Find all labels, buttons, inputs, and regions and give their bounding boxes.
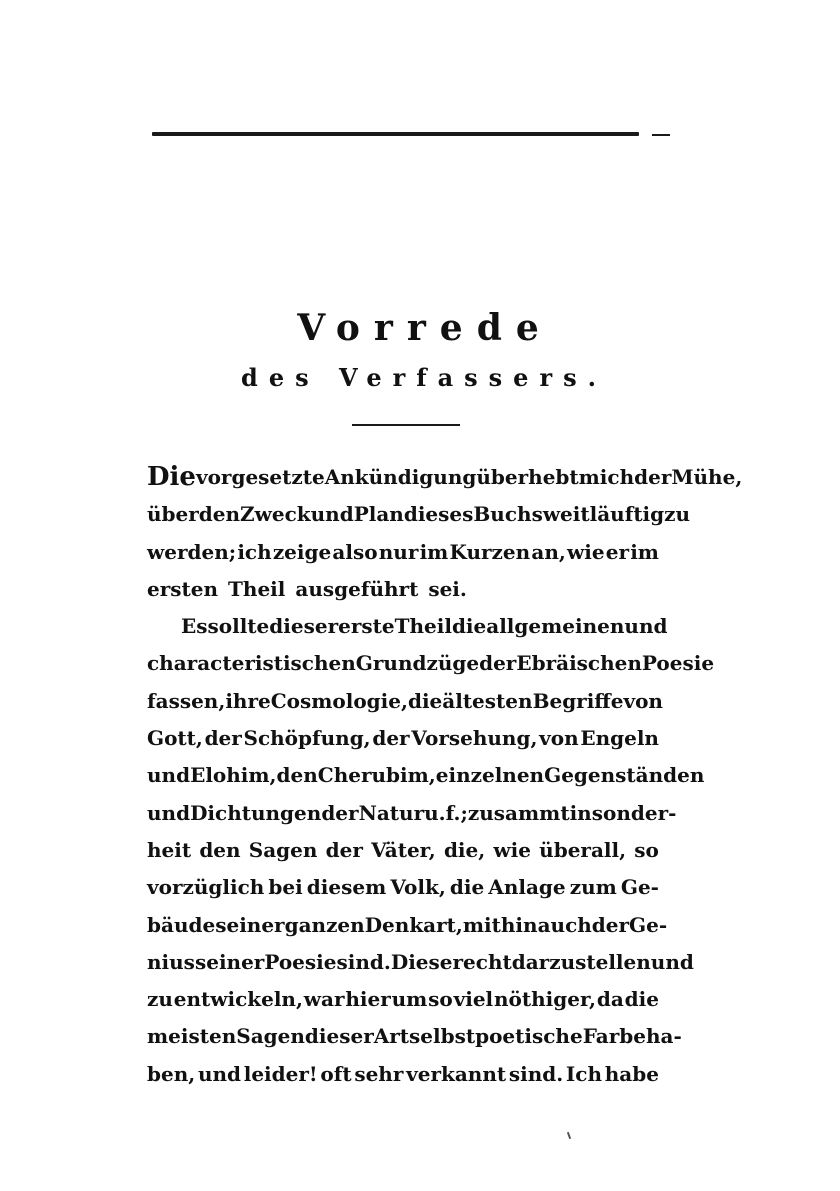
word: und: [310, 502, 354, 527]
word: fassen,: [147, 688, 226, 713]
text-line: [147, 496, 691, 533]
text-line: [147, 795, 677, 832]
word: zu: [664, 502, 691, 527]
body-text: [147, 459, 743, 1093]
word: der: [325, 837, 363, 862]
word: Ankündigung: [324, 465, 477, 489]
text-line: [147, 907, 668, 944]
text-line: [147, 683, 663, 720]
word: sind.: [508, 1061, 564, 1086]
word: sei.: [428, 576, 467, 601]
word: mich: [578, 465, 635, 489]
top-rule: [152, 132, 639, 136]
word: der: [372, 726, 410, 751]
word: selbst: [409, 1024, 476, 1049]
word: dieser: [304, 1024, 374, 1049]
word: ich: [237, 539, 272, 564]
word: viel: [453, 987, 494, 1012]
text-line: [147, 832, 659, 869]
word: Cherubim,: [317, 763, 436, 788]
word: über: [147, 502, 199, 527]
word: oft: [320, 1061, 352, 1086]
word: werden;: [147, 539, 237, 564]
text-line: [147, 1056, 659, 1093]
word: Anlage: [488, 875, 566, 900]
word: er: [605, 539, 630, 564]
word: und: [624, 614, 668, 639]
word: so: [428, 987, 453, 1012]
text-line: [147, 757, 705, 794]
word: zeige: [272, 539, 332, 564]
word: der: [321, 800, 359, 825]
word: Diese: [390, 949, 453, 974]
word: und: [147, 763, 191, 788]
word: characteristischen: [147, 651, 356, 676]
word: ältesten: [442, 688, 533, 713]
word: wie: [567, 539, 605, 564]
word: von: [623, 688, 663, 713]
word: Grundzüge: [355, 651, 480, 676]
word: Engeln: [580, 726, 659, 751]
word: ausgeführt: [295, 576, 419, 601]
word: Mühe,: [671, 465, 743, 489]
text-line: [147, 571, 659, 608]
text-line: [147, 645, 715, 682]
word: ben,: [147, 1061, 196, 1086]
word: recht: [452, 949, 512, 974]
word: nöthiger,: [493, 987, 596, 1012]
word: leider!: [243, 1061, 318, 1086]
word: und: [197, 1061, 242, 1086]
word: dieser: [269, 614, 339, 639]
word: f.;: [445, 800, 468, 825]
word: im: [419, 539, 449, 564]
word: von: [539, 726, 579, 751]
word: Vorsehung,: [411, 726, 538, 751]
word: und: [650, 949, 694, 974]
word: meisten: [147, 1024, 237, 1049]
word: den: [276, 763, 318, 788]
word: seiner: [194, 949, 265, 974]
word: seiner: [215, 912, 285, 937]
word: Schöpfung,: [243, 726, 371, 751]
text-line: [147, 608, 668, 645]
word: ersten: [147, 576, 219, 601]
word: da: [596, 987, 624, 1012]
word: den: [198, 502, 241, 527]
word: Poesie: [264, 949, 337, 974]
word: Kurzen: [449, 539, 531, 564]
word: Denkart,: [364, 912, 463, 937]
text-line: [147, 459, 743, 496]
word: die: [624, 987, 659, 1012]
text-line: [147, 720, 659, 757]
text-line: [147, 981, 659, 1018]
word: Natur: [358, 800, 425, 825]
word: mithin: [462, 912, 538, 937]
word: Theil: [394, 614, 452, 639]
word: Plan: [353, 502, 404, 527]
word: verkannt: [406, 1061, 507, 1086]
word: Es: [181, 614, 208, 639]
word: Dichtungen: [190, 800, 322, 825]
word: Buchs: [473, 502, 543, 527]
word: um: [391, 987, 428, 1012]
word: Art: [373, 1024, 410, 1049]
word: der: [479, 651, 517, 676]
word: Zweck: [240, 502, 311, 527]
text-line: [147, 534, 659, 571]
word: Begriffe: [532, 688, 624, 713]
print-mark: [567, 1132, 571, 1139]
word: die: [451, 614, 487, 639]
word: sollte: [207, 614, 270, 639]
word: zusammt: [467, 800, 570, 825]
word: der: [204, 726, 242, 751]
text-line: [147, 944, 694, 981]
word: erste: [338, 614, 395, 639]
word: nur: [378, 539, 419, 564]
word: Sagen: [236, 1024, 305, 1049]
word: insonder-: [569, 800, 677, 825]
word: war: [303, 987, 345, 1012]
word: Gott,: [147, 726, 203, 751]
word: und: [147, 800, 191, 825]
word: Die: [147, 462, 196, 492]
word: diesem: [306, 875, 387, 900]
word: Ich: [565, 1061, 602, 1086]
word: so: [634, 837, 659, 862]
word: allgemeinen: [486, 614, 625, 639]
word: hier: [345, 987, 391, 1012]
top-rule-end-mark: [652, 134, 670, 136]
word: Volk,: [390, 875, 446, 900]
word: vorgesetzte: [195, 465, 325, 489]
word: dieses: [403, 502, 474, 527]
word: heit: [147, 837, 192, 862]
word: Elohim,: [190, 763, 277, 788]
word: Ebräischen: [516, 651, 642, 676]
word: Ge-: [620, 875, 659, 900]
word: entwickeln,: [173, 987, 303, 1012]
word: die,: [443, 837, 486, 862]
word: Cosmologie,: [270, 688, 408, 713]
word: an,: [531, 539, 566, 564]
word: Sagen: [248, 837, 318, 862]
word: habe: [604, 1061, 659, 1086]
text-line: [147, 869, 659, 906]
word: überall,: [539, 837, 627, 862]
title-divider: [352, 424, 460, 426]
word: Väter,: [371, 837, 436, 862]
word: der: [591, 912, 630, 937]
page-subtitle: des Verfassers.: [241, 363, 607, 392]
word: nius: [147, 949, 195, 974]
word: weitläuftig: [542, 502, 665, 527]
word: ganzen: [284, 912, 365, 937]
word: also: [332, 539, 378, 564]
word: den: [199, 837, 241, 862]
word: bei: [268, 875, 303, 900]
word: vorzüglich: [147, 875, 265, 900]
word: darzustellen: [511, 949, 651, 974]
page-title: Vorrede: [297, 307, 553, 349]
text-line: [147, 1018, 682, 1055]
word: die: [449, 875, 485, 900]
word: u.: [424, 800, 446, 825]
word: der: [634, 465, 672, 489]
word: die: [407, 688, 443, 713]
word: auch: [537, 912, 592, 937]
word: Ge-: [629, 912, 668, 937]
word: wie: [493, 837, 531, 862]
word: bäude: [147, 912, 216, 937]
word: Poesie: [641, 651, 715, 676]
word: zum: [569, 875, 617, 900]
word: sehr: [354, 1061, 404, 1086]
word: poetische: [475, 1024, 583, 1049]
word: im: [630, 539, 659, 564]
word: Theil: [228, 576, 286, 601]
word: Gegenständen: [544, 763, 705, 788]
word: zu: [147, 987, 173, 1012]
word: ihre: [225, 688, 271, 713]
word: ha-: [646, 1024, 682, 1049]
word: sind.: [336, 949, 391, 974]
word: Farbe: [582, 1024, 647, 1049]
word: überhebt: [476, 465, 579, 489]
word: einzelnen: [435, 763, 545, 788]
